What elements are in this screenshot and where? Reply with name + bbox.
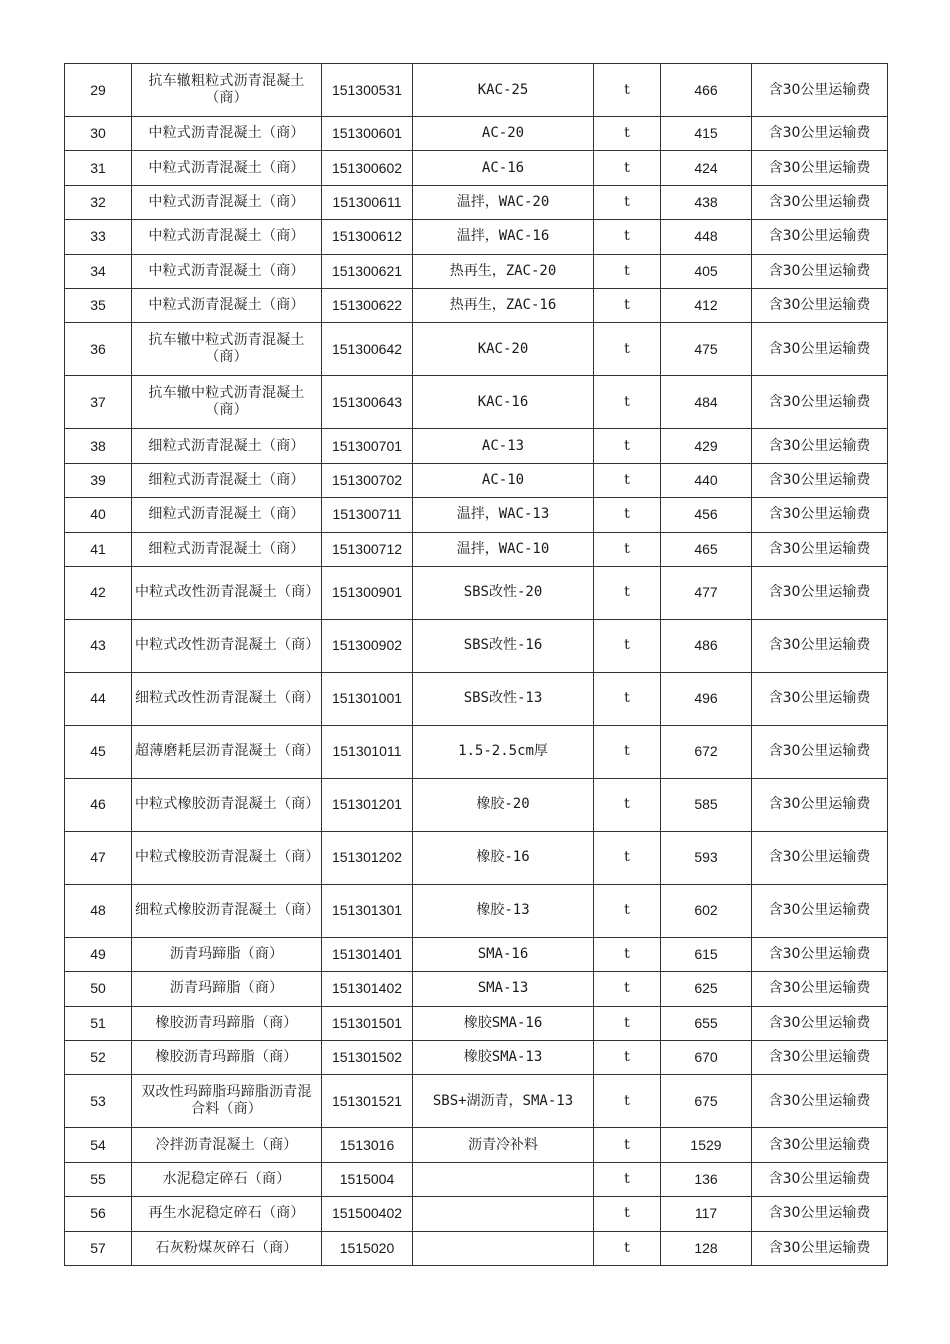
remark-cell: 含30公里运输费 [752,254,888,288]
price-cell: 672 [661,725,752,778]
remark-cell: 含30公里运输费 [752,972,888,1006]
remark-cell: 含30公里运输费 [752,463,888,497]
table-row [65,1006,888,1040]
remark-cell: 含30公里运输费 [752,566,888,619]
material-code-cell: 151301001 [322,672,413,725]
material-name-cell: 橡胶沥青玛蹄脂（商） [132,1006,322,1040]
unit-cell: t [594,151,661,185]
specification-cell: 沥青冷补料 [413,1128,594,1162]
row-number-cell: 57 [65,1231,132,1265]
material-name-cell: 抗车辙中粒式沥青混凝土（商） [132,323,322,376]
material-code-cell: 151300642 [322,323,413,376]
material-name-cell: 沥青玛蹄脂（商） [132,972,322,1006]
material-code-cell: 151301521 [322,1075,413,1128]
row-number-cell: 33 [65,220,132,254]
table-row [65,376,888,429]
table-row [65,937,888,971]
material-code-cell: 151301202 [322,831,413,884]
price-cell: 415 [661,117,752,151]
row-number-cell: 53 [65,1075,132,1128]
table-row [65,288,888,322]
unit-cell: t [594,831,661,884]
material-name-cell: 细粒式沥青混凝土（商） [132,463,322,497]
unit-cell: t [594,672,661,725]
row-number-cell: 56 [65,1197,132,1231]
material-name-cell: 中粒式橡胶沥青混凝土（商） [132,778,322,831]
material-code-cell: 151300901 [322,566,413,619]
table-row [65,672,888,725]
remark-cell: 含30公里运输费 [752,725,888,778]
material-name-cell: 细粒式沥青混凝土（商） [132,498,322,532]
table-row [65,220,888,254]
row-number-cell: 52 [65,1041,132,1075]
material-name-cell: 中粒式改性沥青混凝土（商） [132,619,322,672]
price-cell: 593 [661,831,752,884]
unit-cell: t [594,463,661,497]
table-row [65,725,888,778]
remark-cell: 含30公里运输费 [752,672,888,725]
remark-cell: 含30公里运输费 [752,1197,888,1231]
price-cell: 477 [661,566,752,619]
unit-cell: t [594,117,661,151]
row-number-cell: 32 [65,185,132,219]
material-code-cell: 151301402 [322,972,413,1006]
specification-cell: AC-20 [413,117,594,151]
unit-cell: t [594,288,661,322]
price-cell: 448 [661,220,752,254]
remark-cell: 含30公里运输费 [752,185,888,219]
unit-cell: t [594,1006,661,1040]
material-code-cell: 151301502 [322,1041,413,1075]
row-number-cell: 40 [65,498,132,532]
row-number-cell: 37 [65,376,132,429]
unit-cell: t [594,532,661,566]
unit-cell: t [594,1231,661,1265]
material-name-cell: 沥青玛蹄脂（商） [132,937,322,971]
unit-cell: t [594,1162,661,1196]
material-name-cell: 冷拌沥青混凝土（商） [132,1128,322,1162]
row-number-cell: 49 [65,937,132,971]
price-cell: 456 [661,498,752,532]
material-code-cell: 151301201 [322,778,413,831]
price-cell: 429 [661,429,752,463]
table-row [65,254,888,288]
material-name-cell: 中粒式改性沥青混凝土（商） [132,566,322,619]
price-cell: 486 [661,619,752,672]
specification-cell: 热再生，ZAC-16 [413,288,594,322]
specification-cell [413,1197,594,1231]
price-cell: 655 [661,1006,752,1040]
material-code-cell: 151300602 [322,151,413,185]
row-number-cell: 43 [65,619,132,672]
row-number-cell: 50 [65,972,132,1006]
material-code-cell: 151300612 [322,220,413,254]
material-code-cell: 151300643 [322,376,413,429]
specification-cell: 橡胶SMA-13 [413,1041,594,1075]
unit-cell: t [594,1041,661,1075]
unit-cell: t [594,1128,661,1162]
price-cell: 412 [661,288,752,322]
specification-cell: 温拌，WAC-13 [413,498,594,532]
specification-cell: SBS改性-16 [413,619,594,672]
row-number-cell: 55 [65,1162,132,1196]
material-name-cell: 橡胶沥青玛蹄脂（商） [132,1041,322,1075]
unit-cell: t [594,220,661,254]
row-number-cell: 34 [65,254,132,288]
remark-cell: 含30公里运输费 [752,323,888,376]
row-number-cell: 35 [65,288,132,322]
price-cell: 585 [661,778,752,831]
material-code-cell: 151300702 [322,463,413,497]
material-code-cell: 151300622 [322,288,413,322]
table-row [65,429,888,463]
table-row [65,1231,888,1265]
specification-cell: SBS+湖沥青，SMA-13 [413,1075,594,1128]
price-cell: 438 [661,185,752,219]
table-row [65,778,888,831]
material-name-cell: 细粒式沥青混凝土（商） [132,532,322,566]
material-code-cell: 151300712 [322,532,413,566]
unit-cell: t [594,1197,661,1231]
unit-cell: t [594,498,661,532]
table-row [65,1197,888,1231]
material-code-cell: 151301011 [322,725,413,778]
unit-cell: t [594,185,661,219]
price-cell: 405 [661,254,752,288]
unit-cell: t [594,64,661,117]
material-code-cell: 151301301 [322,884,413,937]
remark-cell: 含30公里运输费 [752,831,888,884]
price-cell: 465 [661,532,752,566]
price-cell: 1529 [661,1128,752,1162]
remark-cell: 含30公里运输费 [752,937,888,971]
specification-cell: SBS改性-13 [413,672,594,725]
material-name-cell: 中粒式沥青混凝土（商） [132,151,322,185]
price-table [64,63,888,1266]
material-code-cell: 151300701 [322,429,413,463]
material-name-cell: 中粒式沥青混凝土（商） [132,185,322,219]
specification-cell: AC-10 [413,463,594,497]
remark-cell: 含30公里运输费 [752,288,888,322]
remark-cell: 含30公里运输费 [752,117,888,151]
table-row [65,117,888,151]
material-name-cell: 抗车辙粗粒式沥青混凝土（商） [132,64,322,117]
table-row [65,1075,888,1128]
price-cell: 136 [661,1162,752,1196]
row-number-cell: 45 [65,725,132,778]
table-row [65,1162,888,1196]
specification-cell: KAC-25 [413,64,594,117]
table-row [65,532,888,566]
price-cell: 475 [661,323,752,376]
material-code-cell: 151300531 [322,64,413,117]
price-cell: 670 [661,1041,752,1075]
material-name-cell: 细粒式沥青混凝土（商） [132,429,322,463]
material-name-cell: 中粒式沥青混凝土（商） [132,254,322,288]
material-code-cell: 1515020 [322,1231,413,1265]
unit-cell: t [594,972,661,1006]
table-row [65,64,888,117]
specification-cell: 1.5-2.5cm厚 [413,725,594,778]
row-number-cell: 54 [65,1128,132,1162]
price-cell: 440 [661,463,752,497]
remark-cell: 含30公里运输费 [752,1231,888,1265]
remark-cell: 含30公里运输费 [752,619,888,672]
remark-cell: 含30公里运输费 [752,532,888,566]
remark-cell: 含30公里运输费 [752,884,888,937]
row-number-cell: 39 [65,463,132,497]
material-name-cell: 双改性玛蹄脂玛蹄脂沥青混合料（商） [132,1075,322,1128]
row-number-cell: 30 [65,117,132,151]
unit-cell: t [594,376,661,429]
material-name-cell: 中粒式沥青混凝土（商） [132,117,322,151]
row-number-cell: 36 [65,323,132,376]
specification-cell: AC-13 [413,429,594,463]
material-code-cell: 151301401 [322,937,413,971]
material-name-cell: 细粒式改性沥青混凝土（商） [132,672,322,725]
material-name-cell: 石灰粉煤灰碎石（商） [132,1231,322,1265]
remark-cell: 含30公里运输费 [752,778,888,831]
unit-cell: t [594,778,661,831]
table-row [65,323,888,376]
unit-cell: t [594,725,661,778]
material-name-cell: 超薄磨耗层沥青混凝土（商） [132,725,322,778]
price-cell: 675 [661,1075,752,1128]
specification-cell: KAC-20 [413,323,594,376]
row-number-cell: 51 [65,1006,132,1040]
table-row [65,884,888,937]
specification-cell: SBS改性-20 [413,566,594,619]
specification-cell: 橡胶-20 [413,778,594,831]
row-number-cell: 38 [65,429,132,463]
price-cell: 484 [661,376,752,429]
unit-cell: t [594,566,661,619]
price-cell: 496 [661,672,752,725]
unit-cell: t [594,254,661,288]
specification-cell: 热再生，ZAC-20 [413,254,594,288]
specification-cell: SMA-16 [413,937,594,971]
table-row [65,1128,888,1162]
price-cell: 117 [661,1197,752,1231]
specification-cell: 橡胶SMA-16 [413,1006,594,1040]
price-cell: 615 [661,937,752,971]
material-name-cell: 细粒式橡胶沥青混凝土（商） [132,884,322,937]
remark-cell: 含30公里运输费 [752,151,888,185]
unit-cell: t [594,619,661,672]
row-number-cell: 48 [65,884,132,937]
material-code-cell: 151500402 [322,1197,413,1231]
material-name-cell: 抗车辙中粒式沥青混凝土（商） [132,376,322,429]
price-cell: 424 [661,151,752,185]
unit-cell: t [594,937,661,971]
remark-cell: 含30公里运输费 [752,498,888,532]
specification-cell: 橡胶-16 [413,831,594,884]
material-code-cell: 151300711 [322,498,413,532]
remark-cell: 含30公里运输费 [752,220,888,254]
remark-cell: 含30公里运输费 [752,1162,888,1196]
price-cell: 466 [661,64,752,117]
row-number-cell: 44 [65,672,132,725]
table-row [65,566,888,619]
row-number-cell: 29 [65,64,132,117]
row-number-cell: 41 [65,532,132,566]
table-row [65,498,888,532]
row-number-cell: 46 [65,778,132,831]
specification-cell: 温拌，WAC-16 [413,220,594,254]
material-name-cell: 中粒式沥青混凝土（商） [132,288,322,322]
table-row [65,972,888,1006]
specification-cell: AC-16 [413,151,594,185]
table-row [65,151,888,185]
remark-cell: 含30公里运输费 [752,1075,888,1128]
remark-cell: 含30公里运输费 [752,1041,888,1075]
price-cell: 602 [661,884,752,937]
material-name-cell: 水泥稳定碎石（商） [132,1162,322,1196]
remark-cell: 含30公里运输费 [752,64,888,117]
unit-cell: t [594,884,661,937]
table-row [65,619,888,672]
material-code-cell: 151300601 [322,117,413,151]
specification-cell [413,1231,594,1265]
row-number-cell: 47 [65,831,132,884]
material-code-cell: 151301501 [322,1006,413,1040]
material-name-cell: 再生水泥稳定碎石（商） [132,1197,322,1231]
table-row [65,185,888,219]
remark-cell: 含30公里运输费 [752,429,888,463]
material-code-cell: 151300902 [322,619,413,672]
unit-cell: t [594,323,661,376]
table-row [65,463,888,497]
row-number-cell: 42 [65,566,132,619]
price-cell: 128 [661,1231,752,1265]
specification-cell: 温拌，WAC-20 [413,185,594,219]
price-cell: 625 [661,972,752,1006]
material-name-cell: 中粒式橡胶沥青混凝土（商） [132,831,322,884]
unit-cell: t [594,429,661,463]
material-code-cell: 1515004 [322,1162,413,1196]
material-code-cell: 151300621 [322,254,413,288]
remark-cell: 含30公里运输费 [752,1006,888,1040]
specification-cell: KAC-16 [413,376,594,429]
material-name-cell: 中粒式沥青混凝土（商） [132,220,322,254]
specification-cell: 温拌，WAC-10 [413,532,594,566]
table-row [65,831,888,884]
unit-cell: t [594,1075,661,1128]
table-body [65,64,888,1266]
remark-cell: 含30公里运输费 [752,1128,888,1162]
material-code-cell: 1513016 [322,1128,413,1162]
table-row [65,1041,888,1075]
row-number-cell: 31 [65,151,132,185]
specification-cell [413,1162,594,1196]
specification-cell: 橡胶-13 [413,884,594,937]
specification-cell: SMA-13 [413,972,594,1006]
material-code-cell: 151300611 [322,185,413,219]
remark-cell: 含30公里运输费 [752,376,888,429]
